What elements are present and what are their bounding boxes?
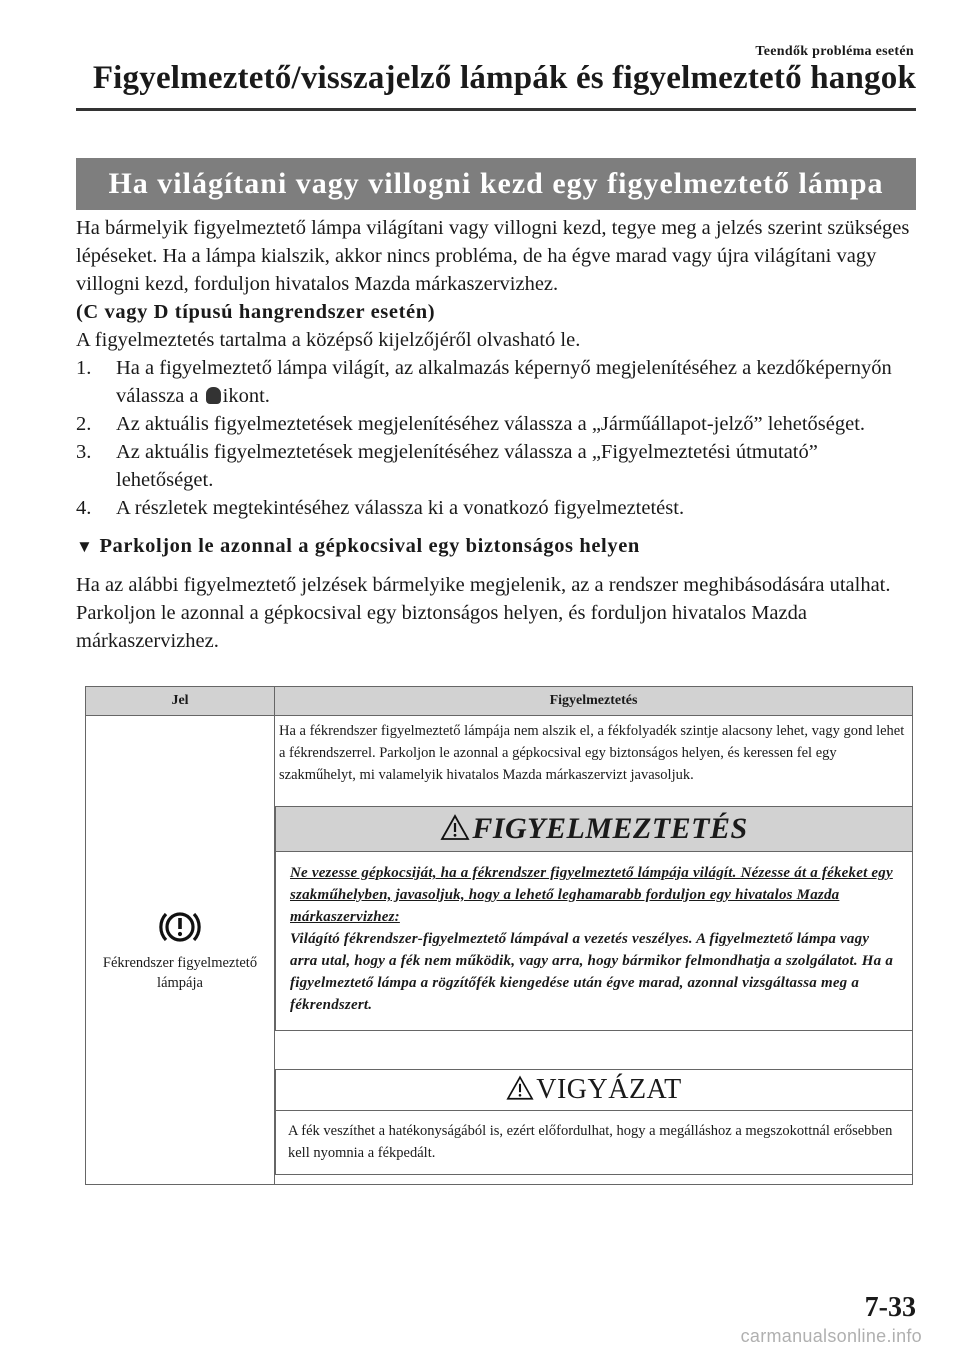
warning-box-title: FIGYELMEZTETÉS (472, 812, 748, 845)
steps-list (76, 354, 916, 522)
caution-box (275, 1069, 912, 1175)
audio-system-note: (C vagy D típusú hangrendszer esetén) (76, 301, 436, 323)
step-number: 4. (76, 497, 92, 519)
section-banner: Ha világítani vagy villogni kezd egy figyelmeztető lámpa (76, 158, 916, 210)
body-text (76, 214, 916, 655)
step-number: 2. (76, 413, 92, 435)
app-icon (206, 387, 221, 404)
warning-description: Ha a fékrendszer figyelmeztető lámpája nem alszik el, a fékfolyadék szintje alacsony lehet, vagy gond lehet a fékrendszerrel. Parkoljon le azonnal a gépkocsival egy biztonságos helyen, és keressen fel egy szakműhelyt, mi valamelyik hivatalos Mazda márkaszervizt javasoljuk. (279, 723, 905, 783)
signal-cell (86, 716, 275, 1185)
step-item (76, 438, 916, 494)
page-number: 7-33 (864, 1292, 916, 1323)
table-header-jel: Jel (86, 687, 275, 716)
warning-table (85, 686, 913, 1185)
title-rule (76, 108, 916, 111)
table-header-row (86, 687, 913, 716)
description-cell (275, 716, 913, 1185)
step-text: Ha a figyelmeztető lámpa világít, az alkalmazás képernyő megjelenítéséhez a kezdőképernyőn válassza a (116, 357, 892, 407)
step-number: 1. (76, 357, 92, 379)
caution-box-header (276, 1070, 912, 1111)
warning-box-body (276, 852, 912, 1030)
watermark: carmanualsonline.info (740, 1326, 922, 1346)
subheading (76, 532, 916, 561)
caution-triangle-icon (506, 1075, 534, 1101)
step-item (76, 494, 916, 522)
step-number: 3. (76, 441, 92, 463)
step-item (76, 354, 916, 410)
subheading-text: Parkoljon le azonnal a gépkocsival egy biztonságos helyen (99, 535, 640, 557)
step-item (76, 410, 916, 438)
intro-paragraph: Ha bármelyik figyelmeztető lámpa világítani vagy villogni kezd, tegye meg a jelzés szerint szükséges lépéseket. Ha a lámpa kialszik, akkor nincs probléma, de ha égve marad vagy újra világítani vagy villogni kezd, forduljon hivatalos Mazda márkaszervizhez. (76, 217, 910, 295)
warning-box (275, 806, 912, 1031)
table-header-figyelmeztetes: Figyelmeztetés (275, 687, 913, 716)
step-text: Az aktuális figyelmeztetések megjelenítéséhez válassza a „Figyelmeztetési útmutató” lehetőséget. (116, 441, 818, 491)
triangle-down-icon: ▼ (76, 537, 94, 556)
step-text-after: ikont. (222, 385, 270, 407)
caution-box-title: VIGYÁZAT (536, 1074, 682, 1105)
step-text: Az aktuális figyelmeztetések megjelenítéséhez válassza a „Járműállapot-jelző” lehetőséget. (116, 413, 866, 435)
running-head: Teendők probléma esetén (755, 44, 914, 59)
signal-caption: Fékrendszer figyelmeztető lámpája (102, 955, 258, 991)
page-title: Figyelmeztető/visszajelző lámpák és figyelmeztető hangok (92, 60, 916, 96)
warning-underlined-text: Ne vezesse gépkocsiját, ha a fékrendszer figyelmeztető lámpája világít. Nézesse át a fékeket egy szakműhelyben, javasoljuk, hogy a lehető leghamarabb forduljon egy hivatalos Mazda márkaszervizhez: (290, 865, 893, 925)
warning-box-header (276, 807, 912, 852)
step-text: A részletek megtekintéséhez válassza ki a vonatkozó figyelmeztetést. (116, 497, 685, 519)
warning-triangle-icon (440, 814, 470, 841)
subheading-paragraph: Ha az alábbi figyelmeztető jelzések bármelyike megjelenik, az a rendszer meghibásodására utalhat. Parkoljon le azonnal a gépkocsival egy biztonságos helyen, és forduljon hivatalos Mazda márkaszervizhez. (76, 574, 891, 652)
warning-text: Világító fékrendszer-figyelmeztető lámpával a vezetés veszélyes. A figyelmeztető lámpa vagy arra utal, hogy a fék nem működik, vagy arra, hogy bármikor felmondhatja a szolgálatot. Ha a figyelmeztető lámpa a rögzítőfék kiengedése után égve marad, azonnal vizsgáltassa meg a fékrendszert. (290, 931, 894, 1013)
table-row (86, 716, 913, 1185)
brake-warning-icon (157, 907, 203, 947)
caution-text: A fék veszíthet a hatékonyságából is, ezért előfordulhat, hogy a megálláshoz a megszokottnál erősebben kell nyomnia a fékpedált. (288, 1123, 893, 1161)
display-note: A figyelmeztetés tartalma a középső kijelzőjéről olvasható le. (76, 329, 581, 351)
